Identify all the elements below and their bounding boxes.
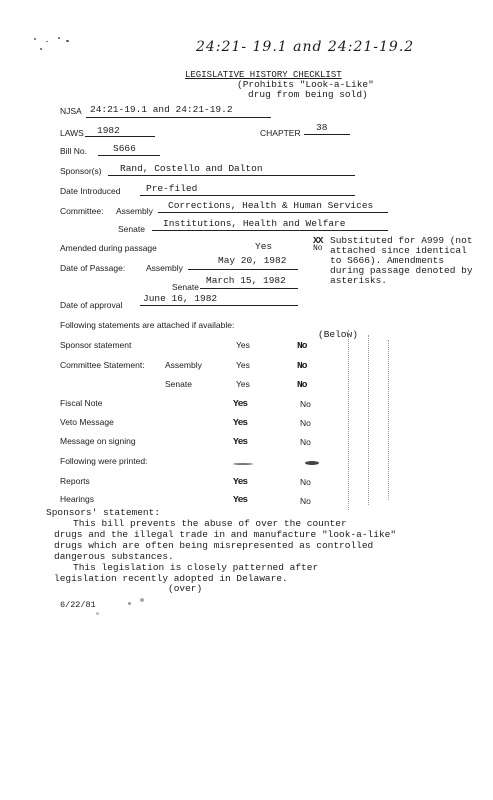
statement-line: This legislation is closely patterned after (73, 562, 319, 573)
sponsors-value: Rand, Costello and Dalton (120, 163, 263, 174)
hearings-label: Hearings (60, 494, 95, 504)
sponsors-underline (108, 175, 355, 176)
fiscal-note-no: No (300, 399, 311, 409)
committee-assembly-underline (158, 212, 388, 213)
njsa-value: 24:21-19.1 and 24:21-19.2 (90, 104, 233, 115)
committee-statement-assembly-label: Assembly (165, 360, 202, 370)
scan-smudge (368, 335, 369, 505)
reports-yes: Yes (233, 476, 248, 487)
hearings-no: No (300, 496, 311, 506)
subtitle-line1: (Prohibits "Look-a-Like" (237, 79, 374, 90)
sponsor-statement-no: No (297, 340, 307, 351)
veto-message-yes: Yes (233, 417, 248, 428)
sponsors-label: Sponsor(s) (60, 166, 102, 176)
printed-heading: Following were printed: (60, 456, 148, 466)
njsa-label: NJSA (60, 106, 82, 116)
scan-smudge (388, 340, 389, 500)
committee-statement-senate-label: Senate (165, 379, 192, 389)
approval-value: June 16, 1982 (143, 293, 218, 304)
handwritten-header: 24:21- 19.1 and 24:21-19.2 (196, 39, 415, 55)
side-note-mark: XX (313, 235, 323, 246)
over-note: (over) (168, 583, 203, 594)
bill-underline (98, 155, 160, 156)
scan-speck (66, 40, 69, 42)
message-signing-label: Message on signing (60, 436, 136, 446)
committee-statement-label: Committee Statement: (60, 360, 145, 370)
side-note-line: asterisks. (330, 275, 388, 286)
laws-value: 1982 (97, 125, 120, 136)
message-signing-no: No (300, 437, 311, 447)
statement-line: dangerous substances. (54, 551, 174, 562)
committee-statement-senate-yes: Yes (236, 379, 250, 389)
amended-value: Yes (255, 241, 273, 252)
passage-senate-value: March 15, 1982 (206, 275, 286, 286)
committee-senate-value: Institutions, Health and Welfare (163, 218, 346, 229)
njsa-underline (86, 117, 271, 118)
committee-senate-label: Senate (118, 224, 145, 234)
statement-heading: Sponsors' statement: (46, 507, 161, 518)
committee-assembly-value: Corrections, Health & Human Services (168, 200, 374, 211)
side-note-line: to S666). Amendments (330, 255, 445, 266)
amended-label: Amended during passage (60, 243, 157, 253)
scan-speck (58, 37, 60, 39)
committee-assembly-label: Assembly (116, 206, 153, 216)
scan-speck (128, 602, 131, 605)
approval-label: Date of approval (60, 300, 123, 310)
reports-label: Reports (60, 476, 90, 486)
side-note-line: Substituted for A999 (not (330, 235, 473, 246)
laws-underline (85, 136, 155, 137)
veto-message-label: Veto Message (60, 417, 114, 427)
passage-label: Date of Passage: (60, 263, 126, 273)
scan-speck (34, 38, 36, 40)
statement-line: drugs and the illegal trade in and manufacture "look-a-like" (54, 529, 397, 540)
scan-speck (305, 461, 319, 465)
date-introduced-label: Date Introduced (60, 186, 121, 196)
scan-speck (140, 598, 144, 602)
passage-senate-underline (200, 288, 298, 289)
side-note-line: attached since identical (330, 245, 467, 256)
below-note: (Below) (318, 329, 358, 340)
statement-line: legislation recently adopted in Delaware. (54, 573, 288, 584)
page-title: LEGISLATIVE HISTORY CHECKLIST (185, 70, 342, 80)
committee-label: Committee: (60, 206, 104, 216)
passage-assembly-underline (188, 269, 298, 270)
committee-statement-senate-no: No (297, 379, 307, 390)
committee-senate-underline (152, 230, 388, 231)
statement-line: drugs which are often being misrepresented as controlled (54, 540, 374, 551)
subtitle-line2: drug from being sold) (248, 89, 368, 100)
scan-smudge (348, 330, 349, 510)
footer-date: 6/22/81 (60, 600, 96, 610)
fiscal-note-label: Fiscal Note (60, 398, 103, 408)
fiscal-note-yes: Yes (233, 398, 248, 409)
passage-assembly-value: May 20, 1982 (218, 255, 287, 266)
bill-value: S666 (113, 143, 136, 154)
scan-speck (96, 612, 99, 615)
scan-speck (233, 463, 253, 465)
reports-no: No (300, 477, 311, 487)
statement-line: This bill prevents the abuse of over the counter (73, 518, 347, 529)
bill-label: Bill No. (60, 146, 87, 156)
veto-message-no: No (300, 418, 311, 428)
date-introduced-underline (140, 195, 355, 196)
attached-heading: Following statements are attached if available: (60, 320, 235, 330)
chapter-underline (304, 134, 350, 135)
hearings-yes: Yes (233, 494, 248, 505)
laws-label: LAWS (60, 128, 84, 138)
passage-assembly-label: Assembly (146, 263, 183, 273)
message-signing-yes: Yes (233, 436, 248, 447)
date-introduced-value: Pre-filed (146, 183, 198, 194)
side-note-mark-no: No (313, 244, 323, 253)
approval-underline (140, 305, 298, 306)
chapter-value: 38 (316, 122, 328, 133)
chapter-label: CHAPTER (260, 128, 301, 138)
side-note-line: during passage denoted by (330, 265, 473, 276)
passage-senate-label: Senate (172, 282, 199, 292)
scan-speck (40, 48, 42, 50)
sponsor-statement-yes: Yes (236, 340, 250, 350)
committee-statement-assembly-no: No (297, 360, 307, 371)
committee-statement-assembly-yes: Yes (236, 360, 250, 370)
scan-speck (46, 41, 48, 42)
sponsor-statement-label: Sponsor statement (60, 340, 132, 350)
